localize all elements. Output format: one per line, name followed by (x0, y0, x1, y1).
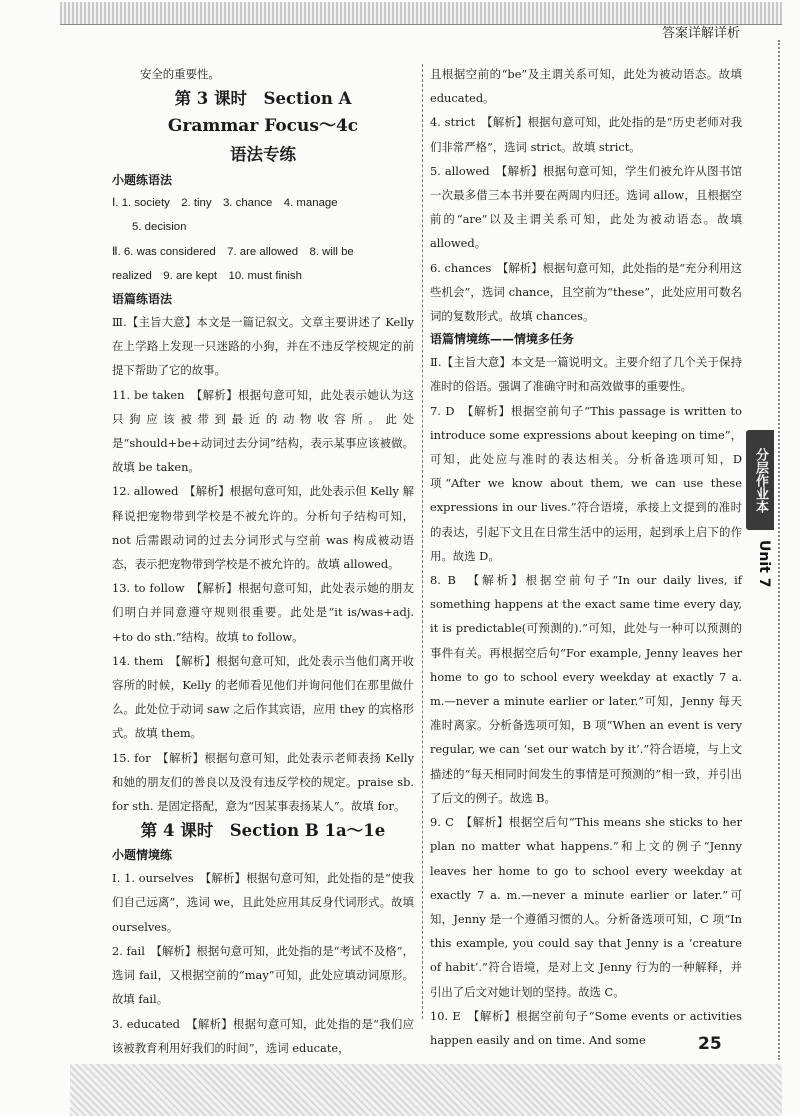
answer-item: 2. fail 【解析】根据句意可知，此处指的是“考试不及格”，选词 fail，又根据空前的“may”可知，此处应填动词原形。故填 fail。 (112, 943, 414, 1007)
answer-item: 15. for 【解析】根据句意可知，此处表示老师表扬 Kelly 和她的朋友们的善良以及没有违反学校的规定。praise sb. for sth. 是固定搭配，意为“因某事表扬某人”。故填 for。 (112, 750, 414, 814)
answer-line: Ⅰ. 1. society 2. tiny 3. chance 4. manage (112, 197, 338, 210)
bottom-decorative-band (70, 1064, 782, 1116)
answer-item: 7. D 【解析】根据空前句子“This passage is written to introduce some expressions about keeping on time”，可知，此处应与准时的表达相关。分析备选项可知，D 项“After we know about them, we can use these expressions in our lives.”符合语境，承接上文提到的准时的表达，引起下文且在日常生活中的运用，起到承上启下的作用。故选 D。 (430, 403, 742, 563)
answer-item: 8. B 【解析】根据空前句子“In our daily lives, if something happens at the exact same time every day, it is predictable(可预测的).”可知，此处与一种可以预测的事件有关。再根据空后句“For example, Jenny leaves her home to go to school every weekday at exactly 7 a. m.—never a minute earlier or later.”可知，Jenny 每天准时离家。分析备选项可知，B 项“When an event is very regular, we can ‘set our watch by it’.”符合语境，与上文描述的“每天相同时间发生的事情是可预测的”相一致，并引出了后文的例子。故选 B。 (430, 573, 742, 805)
lesson3-heading: 语法专练 (230, 145, 296, 165)
answer-line: Ⅱ. 6. was considered 7. are allowed 8. will be (112, 245, 354, 258)
answer-item: 9. C 【解析】根据空后句“This means she sticks to her plan no matter what happens.”和上文的例子“Jenny leaves her home to go to school every weekday at exactly 7 a. m.—never a minute earlier or later.”可知，Jenny 是一个遵循习惯的人。分析备选项可知，C 项“In this example, you could say that Jenny is a ‘creature of habit’.”符合语境，是对上文 Jenny 行为的一种解释，并引出了后文对她计划的坚持。故选 C。 (430, 815, 742, 999)
answer-line: realized 9. are kept 10. must finish (112, 269, 302, 282)
right-column (430, 62, 742, 1052)
column-divider (422, 64, 423, 1019)
lesson4-title: 第 4 课时 Section B 1a～1e (140, 821, 386, 841)
answer-item: 3. educated 【解析】根据句意可知，此处指的是“我们应该被教育利用好我们的时间”，选词 educate， (112, 1016, 414, 1055)
answer-item: 10. E 【解析】根据空前句子“Some events or activities happen easily and on time. And some (430, 1008, 742, 1047)
answer-item: 13. to follow 【解析】根据句意可知，此处表示她的朋友们明白并同意遵守规则很重要。此处是“it is/was+adj. +to do sth.”结构。故填 to follow。 (112, 581, 414, 644)
side-tab: 分层作业本 (746, 430, 774, 530)
left-column (112, 62, 414, 1060)
right-margin-rule (778, 40, 780, 1060)
section-heading: 小题练语法 (112, 173, 173, 188)
section-heading: 语篇情境练——情境多任务 (430, 332, 575, 347)
main-idea: Ⅲ.【主旨大意】本文是一篇记叙文。文章主要讲述了 Kelly 在上学路上发现一只迷路的小狗，并在不违反学校规定的前提下帮助了它的故事。 (112, 315, 414, 378)
answer-item: 12. allowed 【解析】根据句意可知，此处表示但 Kelly 解释说把宠物带到学校是不被允许的。分析句子结构可知，not 后需跟动词的过去分词形式与空前 was 构成被动语态，表示把宠物带到学校是不被允许的。故填 allowed。 (112, 484, 414, 572)
answer-item: 4. strict 【解析】根据句意可知，此处指的是“历史老师对我们非常严格”，选词 strict。故填 strict。 (430, 115, 742, 154)
answer-continuation: 且根据空前的“be”及主谓关系可知，此处为被动语态。故填 educated。 (430, 67, 742, 106)
answer-item: Ⅰ. 1. ourselves 【解析】根据句意可知，此处指的是“使我们自己远离”，选词 we，且此处应用其反身代词形式。故填 ourselves。 (112, 871, 414, 934)
header-label: 答案详解详析 (661, 26, 740, 41)
answer-item: 5. allowed 【解析】根据句意可知，学生们被允许从图书馆一次最多借三本书并要在两周内归还。选词 allow，且根据空前的“are”以及主谓关系可知，此处为被动语态。故填 allowed。 (430, 163, 742, 251)
answer-item: 11. be taken 【解析】根据句意可知，此处表示她认为这只狗应该被带到最近的动物收容所。此处是“should+be+动词过去分词”结构，表示某事应该被做。故填 be taken。 (112, 387, 414, 475)
intro-line: 安全的重要性。 (140, 67, 220, 81)
lesson3-title: 第 3 课时 Section A (174, 89, 352, 109)
lesson3-subtitle: Grammar Focus～4c (167, 116, 359, 137)
answer-item: 14. them 【解析】根据句意可知，此处表示当他们离开收容所的时候，Kelly 的老师看见他们并询问他们在那里做什么。此处位于动词 saw 之后作其宾语，应用 they 的宾格形式。故填 them。 (112, 653, 414, 741)
answer-item: 6. chances 【解析】根据句意可知，此处指的是“充分利用这些机会”，选词 chance，且空前为“these”，此处应用可数名词的复数形式。故填 chances。 (430, 260, 743, 324)
section-heading: 小题情境练 (112, 848, 173, 863)
side-unit-label: Unit 7 (756, 540, 772, 588)
answer-line: 5. decision (132, 221, 187, 234)
main-idea: Ⅱ.【主旨大意】本文是一篇说明文。主要介绍了几个关于保持准时的俗语。强调了准确守时和高效做事的重要性。 (430, 355, 742, 394)
section-heading: 语篇练语法 (112, 292, 173, 307)
page-number: 25 (698, 1034, 722, 1054)
